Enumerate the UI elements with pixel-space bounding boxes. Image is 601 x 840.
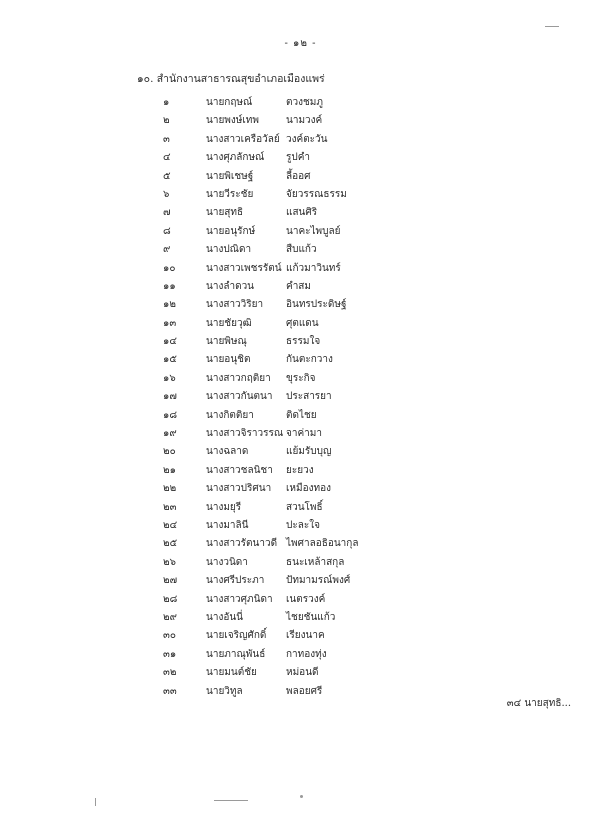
first-name: นายชัยวุฒิ	[206, 317, 252, 329]
last-name: ธนะเหล้าสกุล	[286, 556, 345, 568]
item-number: ๑๕	[163, 354, 177, 366]
last-name: แก้วมาวินทร์	[286, 262, 341, 274]
continuation-note: ๓๔ นายสุทธิ...	[506, 698, 571, 709]
first-name: นายมนต์ชัย	[206, 667, 257, 679]
item-number: ๓	[163, 133, 170, 145]
last-name: ตวงชมภู	[286, 97, 323, 108]
first-name: นางสาวศุภนิดา	[206, 593, 273, 605]
people-list	[0, 94, 601, 701]
item-number: ๑๓	[163, 317, 177, 329]
list-item	[0, 241, 601, 259]
first-name: นายภาณุพันธ์	[206, 648, 266, 660]
last-name: สืบแก้ว	[286, 244, 317, 256]
first-name: นางกิตติยา	[206, 409, 254, 421]
item-number: ๒๒	[163, 483, 177, 495]
last-name: แสนศิริ	[286, 207, 318, 219]
item-number: ๗	[163, 207, 171, 219]
first-name: นายวิทูล	[206, 685, 243, 697]
list-item	[0, 627, 601, 645]
list-item	[0, 296, 601, 314]
first-name: นางสาวจิราวรรณ	[206, 428, 284, 440]
list-item	[0, 351, 601, 369]
last-name: ยะยวง	[286, 464, 314, 476]
list-item	[0, 425, 601, 443]
last-name: หม่อนดี	[286, 667, 319, 679]
list-item	[0, 131, 601, 149]
list-item	[0, 260, 601, 278]
item-number: ๑๖	[163, 372, 176, 384]
item-number: ๒	[163, 115, 170, 127]
list-item	[0, 535, 601, 553]
last-name: ประสารยา	[286, 391, 332, 403]
last-name: จาค่ามา	[286, 428, 322, 440]
scan-mark	[214, 800, 248, 801]
first-name: นางปณิดา	[206, 244, 252, 256]
item-number: ๑๐	[163, 262, 176, 274]
first-name: นางสาวรัตนาวดี	[206, 538, 278, 550]
last-name: แย้มรับบุญ	[286, 446, 332, 458]
item-number: ๒๙	[163, 611, 177, 623]
last-name: ศุตแดน	[286, 317, 319, 329]
first-name: นายเจริญศักดิ์	[206, 630, 267, 642]
first-name: นางสาวชลนิชา	[206, 464, 273, 476]
last-name: สวนโพธิ์	[286, 501, 323, 513]
first-name: นายพงษ์เทพ	[206, 115, 259, 127]
list-item	[0, 572, 601, 590]
item-number: ๔	[163, 152, 171, 164]
last-name: ปะละใจ	[286, 519, 320, 531]
list-item	[0, 388, 601, 406]
last-name: พลอยศรี	[286, 685, 323, 697]
list-item	[0, 517, 601, 535]
last-name: นามวงค์	[286, 115, 323, 127]
list-item	[0, 112, 601, 130]
item-number: ๒๘	[163, 593, 178, 605]
last-name: รูปคำ	[286, 152, 311, 164]
item-number: ๑๙	[163, 428, 177, 440]
list-item	[0, 204, 601, 222]
list-item	[0, 168, 601, 186]
last-name: เนตรวงค์	[286, 593, 326, 605]
list-item	[0, 94, 601, 112]
first-name: นางลำดวน	[206, 280, 255, 292]
first-name: นางสาวปริศนา	[206, 483, 272, 495]
item-number: ๓๒	[163, 667, 177, 679]
first-name: นางมาลินี	[206, 519, 249, 531]
last-name: คำสม	[286, 280, 311, 292]
item-number: ๒๗	[163, 575, 178, 587]
first-name: นางสาวเพชรรัตน์	[206, 262, 282, 274]
section-title: ๑๐. สำนักงานสาธารณสุขอำเภอเมืองแพร่	[137, 73, 325, 85]
list-item	[0, 554, 601, 572]
list-item	[0, 591, 601, 609]
item-number: ๒๖	[163, 556, 176, 568]
list-item	[0, 462, 601, 480]
item-number: ๑๔	[163, 336, 177, 348]
list-item	[0, 149, 601, 167]
item-number: ๖	[163, 188, 170, 200]
last-name: วงค์ตะวัน	[286, 133, 328, 145]
last-name: ติดไชย	[286, 409, 317, 421]
last-name: ไพศาลอธิอนากุล	[286, 538, 359, 550]
list-item	[0, 480, 601, 498]
first-name: นางศรีประภา	[206, 575, 265, 587]
scan-mark	[95, 798, 96, 806]
item-number: ๑๑	[163, 280, 176, 292]
last-name: ปัทมามรณ์พงศ์	[286, 575, 351, 587]
last-name: ขุระกิจ	[286, 372, 316, 384]
first-name: นายสุทธิ	[206, 207, 244, 219]
page-number: - ๑๒ -	[284, 38, 317, 49]
first-name: นางวนิดา	[206, 556, 248, 568]
first-name: นางสาววิริยา	[206, 299, 264, 311]
first-name: นายวีระชัย	[206, 188, 254, 200]
last-name: ธรรมใจ	[286, 336, 321, 348]
last-name: อินทรประดิษฐ์	[286, 299, 347, 311]
last-name: นาคะไพบูลย์	[286, 225, 341, 237]
list-item	[0, 499, 601, 517]
first-name: นายอนุรักษ์	[206, 225, 256, 237]
item-number: ๑	[163, 97, 170, 108]
list-item	[0, 278, 601, 296]
last-name: ไชยชันแก้ว	[286, 611, 336, 623]
last-name: กันตะกวาง	[286, 354, 333, 366]
list-item	[0, 186, 601, 204]
first-name: นางอันนี่	[206, 611, 244, 623]
first-name: นายพิษณุ	[206, 336, 247, 348]
first-name: นางศุภลักษณ์	[206, 152, 265, 164]
list-item	[0, 407, 601, 425]
item-number: ๒๐	[163, 446, 176, 458]
first-name: นางฉลาด	[206, 446, 249, 458]
scan-mark	[545, 26, 559, 27]
last-name: จัยวรรณธรรม	[286, 188, 347, 200]
item-number: ๓๓	[163, 685, 177, 697]
item-number: ๘	[163, 225, 171, 237]
list-item	[0, 664, 601, 682]
item-number: ๒๕	[163, 538, 178, 550]
first-name: นางสาวกฤติยา	[206, 372, 271, 384]
list-item	[0, 223, 601, 241]
item-number: ๙	[163, 244, 171, 256]
list-item	[0, 370, 601, 388]
item-number: ๒๑	[163, 464, 176, 476]
item-number: ๒๓	[163, 501, 177, 513]
last-name: ลี้ออศ	[286, 170, 311, 182]
list-item	[0, 646, 601, 664]
scan-mark	[300, 795, 303, 798]
item-number: ๓๐	[163, 630, 176, 642]
first-name: นางสาวกันตนา	[206, 391, 273, 403]
first-name: นายอนุชิต	[206, 354, 251, 366]
list-item	[0, 609, 601, 627]
item-number: ๑๒	[163, 299, 176, 311]
item-number: ๕	[163, 170, 171, 182]
item-number: ๓๑	[163, 648, 177, 660]
list-item	[0, 315, 601, 333]
item-number: ๑๘	[163, 409, 178, 421]
last-name: เหมืองทอง	[286, 483, 331, 495]
list-item	[0, 443, 601, 461]
first-name: นางสาวเครือวัลย์	[206, 133, 280, 145]
item-number: ๒๔	[163, 519, 178, 531]
last-name: เรียงนาค	[286, 630, 325, 642]
first-name: นางมยุรี	[206, 501, 242, 513]
first-name: นายกฤษณ์	[206, 97, 253, 108]
item-number: ๑๗	[163, 391, 177, 403]
list-item	[0, 333, 601, 351]
first-name: นายพิเชษฐ์	[206, 170, 254, 182]
last-name: กาทองทุ่ง	[286, 648, 327, 660]
